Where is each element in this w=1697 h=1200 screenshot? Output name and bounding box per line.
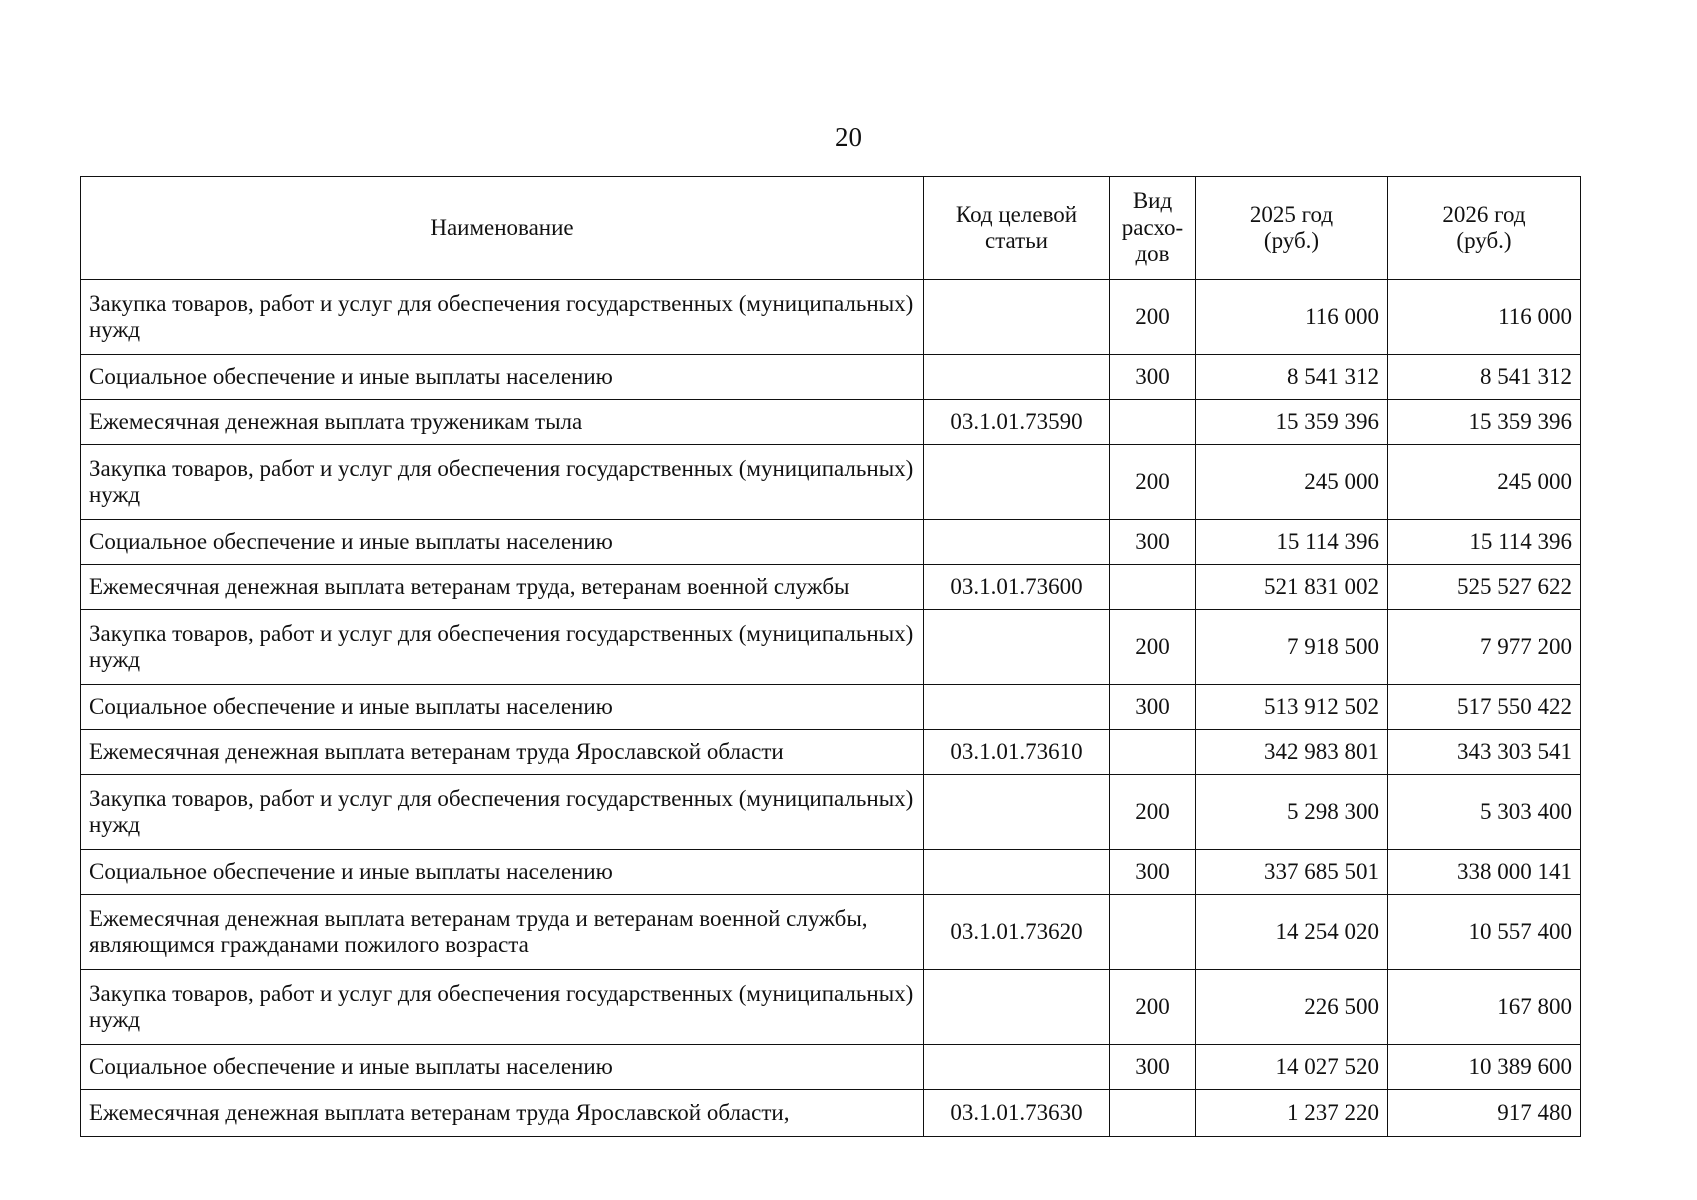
- row-code: [924, 775, 1110, 850]
- row-kind: 300: [1110, 355, 1196, 400]
- row-code: 03.1.01.73590: [924, 400, 1110, 445]
- row-name: Социальное обеспечение и иные выплаты населению: [81, 355, 924, 400]
- row-code: [924, 1045, 1110, 1090]
- row-2025: 14 254 020: [1196, 895, 1388, 970]
- row-name: Ежемесячная денежная выплата труженикам тыла: [81, 400, 924, 445]
- row-name: Закупка товаров, работ и услуг для обеспечения государственных (муниципальных) нужд: [81, 445, 924, 520]
- row-2026: 525 527 622: [1388, 565, 1581, 610]
- row-2026: 338 000 141: [1388, 850, 1581, 895]
- row-kind: [1110, 565, 1196, 610]
- row-kind: 200: [1110, 280, 1196, 355]
- row-name: Закупка товаров, работ и услуг для обеспечения государственных (муниципальных) нужд: [81, 775, 924, 850]
- header-2026: 2026 год (руб.): [1388, 177, 1581, 280]
- header-name: Наименование: [81, 177, 924, 280]
- table-row: [81, 1045, 1581, 1090]
- row-code: 03.1.01.73630: [924, 1090, 1110, 1137]
- row-name: Ежемесячная денежная выплата ветеранам труда, ветеранам военной службы: [81, 565, 924, 610]
- row-kind: [1110, 400, 1196, 445]
- row-code: [924, 445, 1110, 520]
- row-name: Ежемесячная денежная выплата ветеранам труда Ярославской области,: [81, 1090, 924, 1137]
- row-2026: 10 557 400: [1388, 895, 1581, 970]
- row-2025: 337 685 501: [1196, 850, 1388, 895]
- row-2025: 15 114 396: [1196, 520, 1388, 565]
- row-2025: 513 912 502: [1196, 685, 1388, 730]
- table-row: [81, 355, 1581, 400]
- table-header-row: [81, 177, 1581, 280]
- row-code: [924, 970, 1110, 1045]
- row-2026: 5 303 400: [1388, 775, 1581, 850]
- row-name: Закупка товаров, работ и услуг для обеспечения государственных (муниципальных) нужд: [81, 280, 924, 355]
- table-row: [81, 565, 1581, 610]
- row-name: Закупка товаров, работ и услуг для обеспечения государственных (муниципальных) нужд: [81, 970, 924, 1045]
- table-row: [81, 520, 1581, 565]
- row-code: [924, 685, 1110, 730]
- row-kind: 200: [1110, 610, 1196, 685]
- row-2025: 15 359 396: [1196, 400, 1388, 445]
- row-kind: 200: [1110, 970, 1196, 1045]
- row-name: Социальное обеспечение и иные выплаты населению: [81, 1045, 924, 1090]
- table-row: [81, 895, 1581, 970]
- table-row: [81, 400, 1581, 445]
- row-name: Социальное обеспечение и иные выплаты населению: [81, 520, 924, 565]
- table-row: [81, 730, 1581, 775]
- row-name: Социальное обеспечение и иные выплаты населению: [81, 685, 924, 730]
- row-2026: 8 541 312: [1388, 355, 1581, 400]
- row-kind: 300: [1110, 1045, 1196, 1090]
- row-name: Ежемесячная денежная выплата ветеранам труда Ярославской области: [81, 730, 924, 775]
- header-2025: 2025 год (руб.): [1196, 177, 1388, 280]
- row-2026: 517 550 422: [1388, 685, 1581, 730]
- row-name: Закупка товаров, работ и услуг для обеспечения государственных (муниципальных) нужд: [81, 610, 924, 685]
- row-2026: 15 114 396: [1388, 520, 1581, 565]
- row-2026: 10 389 600: [1388, 1045, 1581, 1090]
- header-kind: Вид расхо-дов: [1110, 177, 1196, 280]
- row-kind: [1110, 1090, 1196, 1137]
- row-code: [924, 850, 1110, 895]
- row-2026: 116 000: [1388, 280, 1581, 355]
- row-2025: 342 983 801: [1196, 730, 1388, 775]
- table-row: [81, 970, 1581, 1045]
- page-number: 20: [835, 122, 862, 152]
- row-code: [924, 610, 1110, 685]
- row-2025: 521 831 002: [1196, 565, 1388, 610]
- row-code: 03.1.01.73600: [924, 565, 1110, 610]
- row-code: [924, 280, 1110, 355]
- row-kind: 200: [1110, 775, 1196, 850]
- row-code: [924, 355, 1110, 400]
- row-2026: 343 303 541: [1388, 730, 1581, 775]
- row-code: 03.1.01.73610: [924, 730, 1110, 775]
- row-2025: 116 000: [1196, 280, 1388, 355]
- row-2026: 7 977 200: [1388, 610, 1581, 685]
- table-row: [81, 775, 1581, 850]
- row-kind: [1110, 730, 1196, 775]
- row-2026: 167 800: [1388, 970, 1581, 1045]
- table-row: [81, 445, 1581, 520]
- row-2026: 917 480: [1388, 1090, 1581, 1137]
- row-2025: 226 500: [1196, 970, 1388, 1045]
- table-row: [81, 280, 1581, 355]
- row-2025: 5 298 300: [1196, 775, 1388, 850]
- row-2025: 1 237 220: [1196, 1090, 1388, 1137]
- row-kind: 300: [1110, 850, 1196, 895]
- row-name: Социальное обеспечение и иные выплаты населению: [81, 850, 924, 895]
- row-kind: 200: [1110, 445, 1196, 520]
- row-kind: [1110, 895, 1196, 970]
- row-2025: 245 000: [1196, 445, 1388, 520]
- row-name: Ежемесячная денежная выплата ветеранам труда и ветеранам военной службы, являющимся гражданами пожилого возраста: [81, 895, 924, 970]
- table-row: [81, 685, 1581, 730]
- row-2026: 15 359 396: [1388, 400, 1581, 445]
- row-kind: 300: [1110, 685, 1196, 730]
- row-kind: 300: [1110, 520, 1196, 565]
- table-row: [81, 610, 1581, 685]
- budget-table: [80, 176, 1581, 1137]
- row-2025: 7 918 500: [1196, 610, 1388, 685]
- row-code: [924, 520, 1110, 565]
- row-2025: 14 027 520: [1196, 1045, 1388, 1090]
- table-row: [81, 1090, 1581, 1137]
- table-row: [81, 850, 1581, 895]
- row-code: 03.1.01.73620: [924, 895, 1110, 970]
- row-2025: 8 541 312: [1196, 355, 1388, 400]
- row-2026: 245 000: [1388, 445, 1581, 520]
- header-code: Код целевой статьи: [924, 177, 1110, 280]
